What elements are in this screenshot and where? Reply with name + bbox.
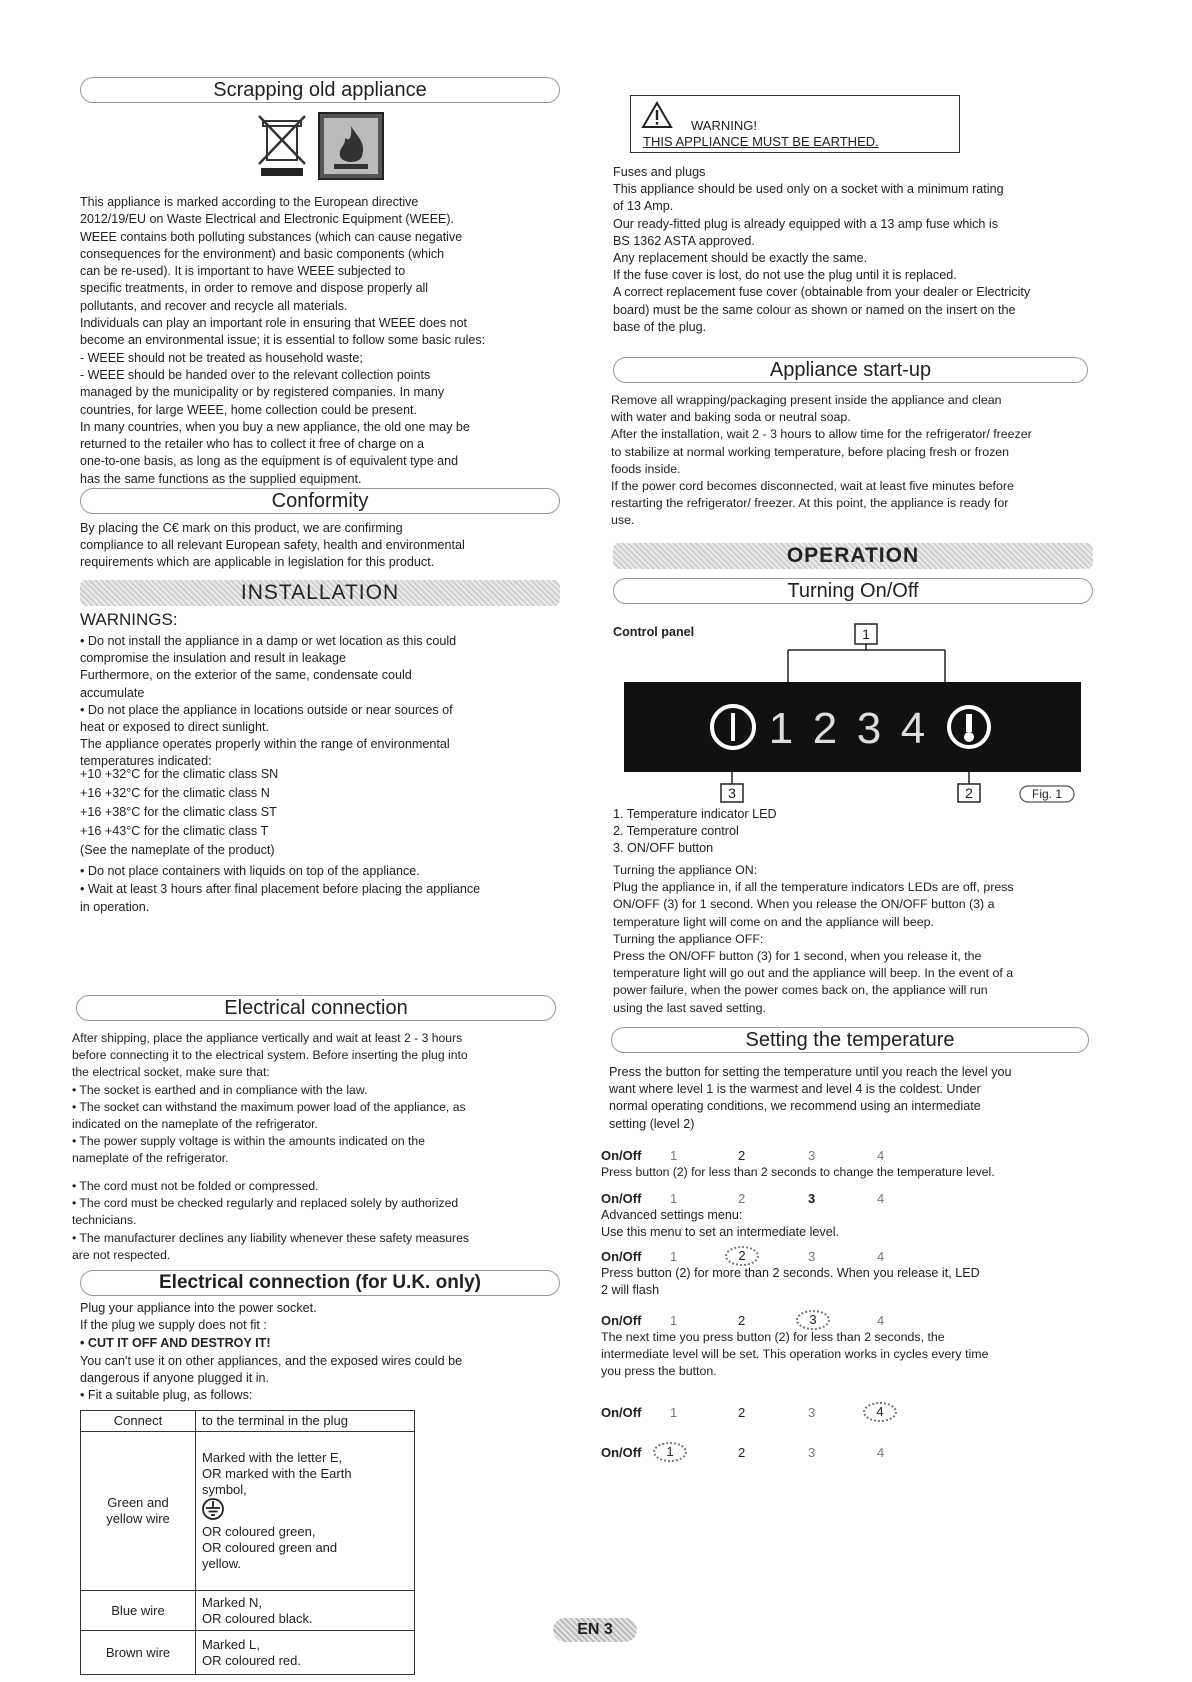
level-row — [601, 1444, 933, 1463]
panel-digit-1[interactable]: 1 — [768, 704, 794, 753]
onoff-instructions: Turning the appliance ON: Plug the appliance in, if all the temperature indicators LEDs are off, press ON/OFF (3) for 1 second. When you release the ON/OFF button (3) a temperature light will come on and the appliance will beep. Turning the appliance OFF: Press the ON/OFF button (3) for 1 second, when you release it, the temperature light will go out and the appliance will beep. In the event of a power failure, when the power comes back on, the appliance will run using the last saved setting. — [613, 863, 1014, 1015]
conformity-text: By placing the C€ mark on this product, we are confirming compliance to all relevant European safety, health and environmental requirements which are applicable in legislation for this product. — [80, 521, 465, 570]
section-title-turning-onoff: Turning On/Off — [613, 578, 1093, 604]
panel-digit-2[interactable]: 2 — [812, 704, 838, 753]
climate-class-n: +16 +32°C for the climatic class N — [80, 786, 270, 800]
level-3: 3 — [808, 1148, 816, 1163]
warning-label: WARNING! — [691, 118, 757, 133]
temperature-text: Press the button for setting the temperature until you reach the level you want where level 1 is the warmest and level 4 is the coldest. Under normal operating conditions, we recommend using an intermediate setting (level 2) — [609, 1065, 1012, 1131]
legend-item-1: 1. Temperature indicator LED — [613, 807, 777, 821]
level-3: 3 — [808, 1249, 816, 1264]
uk-cut-warning: • CUT IT OFF AND DESTROY IT! — [80, 1336, 271, 1350]
uk-text: Plug your appliance into the power socket. If the plug we supply does not fit : — [80, 1301, 317, 1333]
wire-blue: Blue wire — [81, 1591, 196, 1631]
terminal-earth — [196, 1432, 415, 1591]
crossed-out-bin-icon — [253, 112, 313, 180]
plug-wiring-table — [80, 1410, 415, 1675]
terminal-earth-colour: OR coloured green, OR coloured green and yellow. — [202, 1524, 338, 1571]
control-panel-diagram — [613, 618, 1113, 803]
level-4: 4 — [877, 1445, 885, 1460]
warning-earthed-text: THIS APPLIANCE MUST BE EARTHED. — [643, 134, 879, 149]
level-3: 3 — [808, 1405, 816, 1420]
earthing-warning-box — [630, 95, 960, 153]
onoff-label: On/Off — [601, 1191, 642, 1206]
level-2: 2 — [738, 1445, 746, 1460]
level-row — [601, 1404, 933, 1423]
table-row — [81, 1591, 415, 1631]
level-4: 4 — [877, 1191, 885, 1206]
disposal-icons — [80, 112, 580, 180]
level-2: 2 — [738, 1191, 746, 1206]
panel-digit-3[interactable]: 3 — [856, 704, 882, 753]
legend-item-3: 3. ON/OFF button — [613, 841, 714, 855]
level-4: 4 — [877, 1148, 885, 1163]
climate-class-st: +16 +38°C for the climatic class ST — [80, 805, 277, 819]
level-4: 4 — [877, 1313, 885, 1328]
legend-item-2: 2. Temperature control — [613, 824, 739, 838]
panel-legend — [613, 806, 1113, 857]
level-2: 2 — [738, 1313, 746, 1328]
callout-2: 2 — [965, 785, 973, 801]
level-4: 4 — [877, 1249, 885, 1264]
terminal-earth-text: Marked with the letter E, OR marked with the Earth symbol, — [202, 1450, 352, 1497]
sequence-text-1: Press button (2) for less than 2 seconds to change the temperature level. — [601, 1165, 995, 1179]
section-title-scrapping: Scrapping old appliance — [80, 77, 560, 103]
onoff-label: On/Off — [601, 1445, 642, 1460]
sequence-text-4: The next time you press button (2) for less than 2 seconds, the intermediate level will be set. This operation works in cycles every time you press the button. — [601, 1330, 989, 1379]
terminal-live: Marked L, OR coloured red. — [196, 1631, 415, 1675]
installation-text-2: • Do not place containers with liquids on top of the appliance. • Wait at least 3 hours after final placement before placing the appliance in operation. — [80, 864, 481, 914]
level-2-flashing: 2 — [725, 1246, 759, 1266]
control-panel-label: Control panel — [613, 625, 695, 639]
climate-class-sn: +10 +32°C for the climatic class SN — [80, 767, 279, 781]
level-1: 1 — [670, 1313, 678, 1328]
page-number-badge: EN 3 — [553, 1618, 637, 1642]
earth-symbol-icon — [202, 1498, 224, 1520]
uk-text-2: You can't use it on other appliances, and the exposed wires could be dangerous if anyone plugged it in. • Fit a suitable plug, as follows: — [80, 1354, 463, 1403]
fuses-text: Fuses and plugs This appliance should be used only on a socket with a minimum rating of 13 Amp. Our ready-fitted plug is already equipped with a 13 amp fuse which is BS 1362 ASTA approved. Any replacement should be exactly the same. If the fuse cover is lost, do not use the plug until it is replaced. A correct replacement fuse cover (obtainable from your dealer or Electricity board) must be the same colour as shown or named on the insert on the base of the plug. — [613, 165, 1031, 334]
section-title-electrical: Electrical connection — [76, 995, 556, 1021]
table-header-terminal: to the terminal in the plug — [196, 1411, 415, 1432]
wire-green-yellow: Green and yellow wire — [81, 1432, 196, 1591]
section-title-startup: Appliance start-up — [613, 357, 1088, 383]
nameplate-note: (See the nameplate of the product) — [80, 843, 275, 857]
section-band-installation: INSTALLATION — [80, 580, 560, 606]
electrical-text: After shipping, place the appliance vertically and wait at least 2 - 3 hours before connecting it to the electrical system. Before inserting the plug into the electrical socket, make sure that: • The socket is earthed and in compliance with the law. • The socket can withstand the maximum power load of the appliance, as indicated on the nameplate of the refrigerator. • The power supply voltage is within the amounts indicated on the nameplate of the refrigerator. — [72, 1031, 468, 1166]
level-1-flashing: 1 — [653, 1442, 687, 1462]
level-1: 1 — [670, 1148, 678, 1163]
onoff-label: On/Off — [601, 1148, 642, 1163]
level-3: 3 — [808, 1191, 816, 1206]
panel-digit-4[interactable]: 4 — [900, 704, 926, 753]
climate-class-list — [80, 765, 580, 860]
table-header-connect: Connect — [81, 1411, 196, 1432]
level-2: 2 — [738, 1148, 746, 1163]
level-3: 3 — [808, 1445, 816, 1460]
level-1: 1 — [670, 1405, 678, 1420]
level-4-flashing: 4 — [863, 1402, 897, 1422]
level-1: 1 — [670, 1249, 678, 1264]
table-header-row — [81, 1411, 415, 1432]
climate-class-t: +16 +43°C for the climatic class T — [80, 824, 269, 838]
section-title-electrical-uk: Electrical connection (for U.K. only) — [80, 1270, 560, 1296]
startup-text: Remove all wrapping/packaging present inside the appliance and clean with water and baking soda or neutral soap. After the installation, wait 2 - 3 hours to allow time for the refrigerator/ freezer to stabilize at normal working temperature, before placing fresh or frozen foods inside. If the power cord becomes disconnected, wait at least five minutes before restarting the refrigerator/ freezer. At this point, the appliance is ready for use. — [611, 393, 1032, 528]
onoff-label: On/Off — [601, 1249, 642, 1264]
terminal-neutral: Marked N, OR coloured black. — [196, 1591, 415, 1631]
onoff-label: On/Off — [601, 1405, 642, 1420]
callout-1: 1 — [862, 626, 870, 642]
level-1: 1 — [670, 1191, 678, 1206]
warning-triangle-icon — [641, 101, 673, 129]
section-title-conformity: Conformity — [80, 488, 560, 514]
onoff-label: On/Off — [601, 1313, 642, 1328]
installation-text: • Do not install the appliance in a damp or wet location as this could compromise the insulation and result in leakage Furthermore, on the exterior of the same, condensate could accumulate • Do not place the appliance in locations outside or near sources of heat or exposed to direct sunlight. The appliance operates properly within the range of environmental temperatures indicated: — [80, 634, 457, 769]
sequence-text-2: Advanced settings menu: Use this menu to set an intermediate level. — [601, 1208, 840, 1240]
level-2: 2 — [738, 1405, 746, 1420]
sequence-text-3: Press button (2) for more than 2 seconds. When you release it, LED 2 will flash — [601, 1266, 980, 1298]
section-title-temperature: Setting the temperature — [611, 1027, 1089, 1053]
section-band-operation: OPERATION — [613, 543, 1093, 569]
scrapping-text: This appliance is marked according to the European directive 2012/19/EU on Waste Electrical and Electronic Equipment (WEEE). WEEE contains both polluting substances (which can cause negative consequences for the environment) and basic components (which can be re-used). It is important to have WEEE subjected to specific treatments, in order to remove and dispose properly all pollutants, and recover and recycle all materials. Individuals can play an important role in ensuring that WEEE does not become an environmental issue; it is essential to follow some basic rules: - WEEE should not be treated as household waste; - WEEE should be handed over to the relevant collection points managed by the municipality or by registered companies. In many countries, for large WEEE, home collection could be present. In many countries, when you buy a new appliance, the old one may be returned to the retailer who has to collect it free of charge on a one-to-one basis, as long as the equipment is of equivalent type and has the same functions as the supplied equipment. — [80, 195, 486, 486]
electrical-text-2: • The cord must not be folded or compressed. • The cord must be checked regularly and replaced solely by authorized technicians. • The manufacturer declines any liability whenever these safety measures are not respected. — [72, 1179, 469, 1262]
warnings-heading: WARNINGS: — [80, 610, 178, 629]
wire-brown: Brown wire — [81, 1631, 196, 1675]
callout-3: 3 — [728, 785, 736, 801]
table-row — [81, 1432, 415, 1591]
flammable-warning-icon — [318, 112, 384, 180]
table-row — [81, 1631, 415, 1675]
figure-label: Fig. 1 — [1031, 787, 1063, 801]
level-3-flashing: 3 — [796, 1310, 830, 1330]
control-panel-display — [624, 682, 1081, 772]
